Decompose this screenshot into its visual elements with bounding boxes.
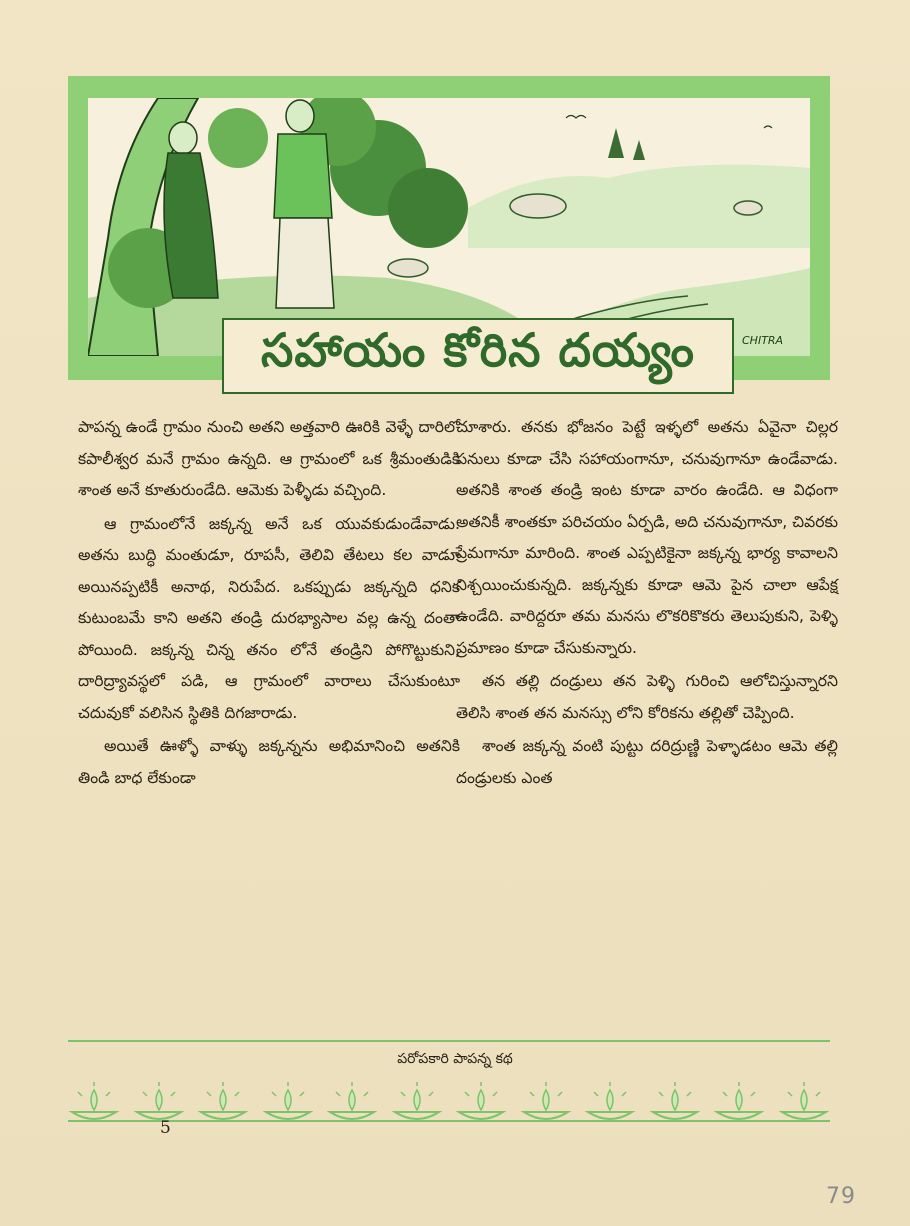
page-number: 5 <box>160 1118 171 1138</box>
paragraph: శాంత జక్కన్న వంటి పుట్టు దరిద్రుణ్ణి పెళ్ళాడటం ఆమె తల్లి దండ్రులకు ఎంత <box>456 737 838 787</box>
paragraph: చూశారు. తనకు భోజనం పెట్టే ఇళ్ళలో అతను ఏవైనా చిల్లర పనులు కూడా చేసి సహాయంగానూ, చనువుగానూ ఉండేవాడు. అతనికి శాంత తండ్రి ఇంట కూడా వారం ఉండేది. ఆ విధంగా అతనికీ శాంతకూ పరిచయం ఏర్పడి, అది చనువుగానూ, చివరకు ప్రేమగానూ మారింది. శాంత ఎప్పటికైనా జక్కన్న భార్య కావాలని నిశ్చయించుకున్నది. జక్కన్నకు కూడా ఆమె పైన చాలా ఆపేక్ష ఉండేది. వారిద్దరూ తమ మనసు లొకరికొకరు తెలుపుకుని, పెళ్ళి ప్రమాణం కూడా చేసుకున్నారు. <box>456 418 838 657</box>
text-column-right <box>456 412 838 796</box>
footer-rule-top <box>68 1040 830 1042</box>
story-title: సహాయం కోరిన దయ్యం <box>261 323 695 377</box>
paragraph: తన తల్లి దండ్రులు తన పెళ్ళి గురించి ఆలోచిస్తున్నారని తెలిసి శాంత తన మనస్సు లోని కోరికను తల్లితో చెప్పింది. <box>456 672 839 722</box>
lamp-border <box>68 1078 830 1126</box>
series-caption: పరోపకారి పాపన్న కథ <box>397 1051 513 1067</box>
paragraph: అయితే ఊళ్ళో వాళ్ళు జక్కన్నను అభిమానించి అతనికి తిండి బాధ లేకుండా <box>78 737 460 787</box>
paragraph: ఆ గ్రామంలోనే జక్కన్న అనే ఒక యువకుడుండేవాడు. అతను బుద్ధి మంతుడూ, రూపసీ, తెలివి తేటలు కల వాడూ అయినప్పటికీ అనాథ, నిరుపేద. ఒకప్పుడు జక్కన్నది ధనిక కుటుంబమే కాని అతని తండ్రి దురభ్యాసాల వల్ల ఉన్న దంతా పోయింది. జక్కన్న చిన్న తనం లోనే తండ్రిని పోగొట్టుకుని, దారిద్ర్యావస్థలో పడి, ఆ గ్రామంలో వారాలు చేసుకుంటూ చదువుకో వలిసిన స్థితికి దిగజారాడు. <box>78 514 460 722</box>
paragraph: పాపన్న ఉండే గ్రామం నుంచి అతని అత్తవారి ఊరికి వెళ్ళే దారిలో కపాలీశ్వర మనే గ్రామం ఉన్నది. ఆ గ్రామంలో ఒక శ్రీమంతుడికి శాంత అనే కూతురుండేది. ఆమెకు పెళ్ళీడు వచ్చింది. <box>78 418 460 499</box>
footer-rule-bottom <box>68 1120 830 1122</box>
title-box <box>222 318 734 394</box>
artist-signature: CHITRA <box>742 334 784 347</box>
handwritten-page-number: 79 <box>826 1184 856 1209</box>
text-column-left <box>78 412 460 796</box>
